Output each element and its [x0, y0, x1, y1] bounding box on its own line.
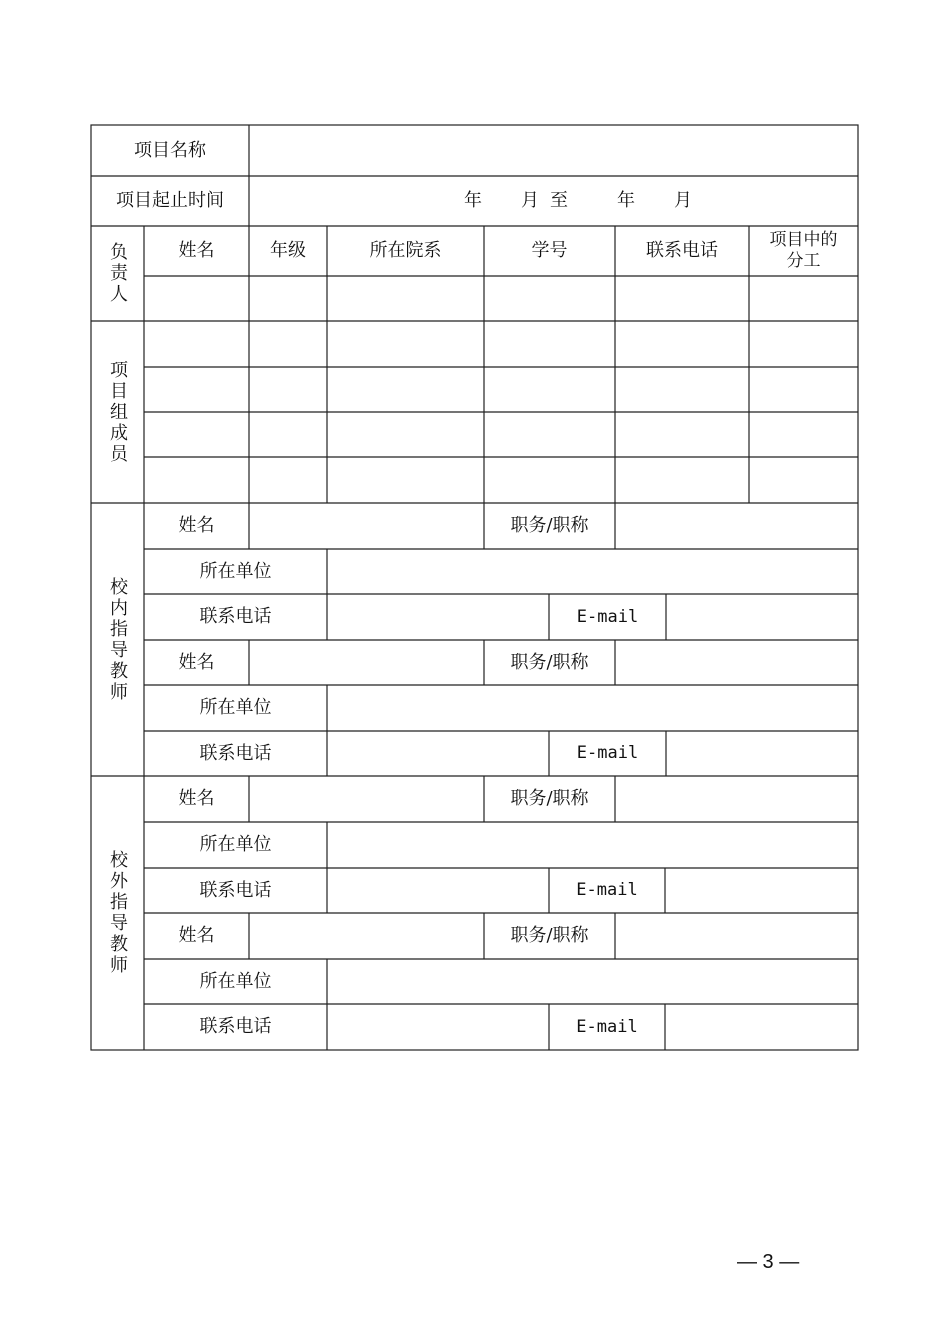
advisor-in1-title-label: 职务/职称 [510, 515, 589, 537]
advisor-out2-title-label: 职务/职称 [510, 925, 589, 947]
column-header-student-id: 学号 [531, 240, 568, 262]
advisor-internal-label-text: 校内指导教师 [107, 576, 128, 703]
leader-label [91, 226, 144, 321]
period-year-end: 年 [617, 190, 635, 212]
advisor-out1-email-label: E-mail [576, 880, 638, 901]
column-header-department: 所在院系 [369, 240, 442, 262]
advisor-in1-name-label: 姓名 [178, 515, 215, 537]
advisor-internal-label [91, 503, 144, 776]
advisor-in1-email-label: E-mail [576, 606, 639, 627]
advisor-in2-email-label: E-mail [576, 743, 639, 764]
project-period-label: 项目起止时间 [116, 190, 224, 212]
column-header-role [749, 226, 858, 276]
advisor-out1-name-label: 姓名 [178, 788, 215, 810]
advisor-in2-title-label: 职务/职称 [510, 651, 589, 673]
advisor-out2-email-label: E-mail [576, 1016, 638, 1037]
column-header-grade: 年级 [270, 240, 306, 262]
project-name-input[interactable] [250, 126, 857, 175]
advisor-in2-unit-label: 所在单位 [199, 697, 272, 719]
advisor-external-label-text: 校外指导教师 [107, 850, 128, 976]
advisor-in1-phone-label: 联系电话 [199, 606, 272, 628]
advisor-out1-title-label: 职务/职称 [510, 788, 589, 810]
members-label-text: 项目组成员 [107, 359, 128, 465]
column-header-phone: 联系电话 [646, 240, 718, 262]
project-name-label: 项目名称 [134, 139, 206, 161]
advisor-out2-unit-label: 所在单位 [199, 970, 272, 992]
period-to: 至 [550, 190, 568, 212]
advisor-out1-unit-label: 所在单位 [199, 834, 272, 856]
advisor-in1-unit-label: 所在单位 [199, 560, 272, 582]
period-month-end: 月 [674, 190, 692, 212]
leader-label-text: 负责人 [107, 242, 128, 305]
advisor-in2-name-label: 姓名 [178, 651, 215, 673]
advisor-external-label [91, 776, 144, 1050]
advisor-in2-phone-label: 联系电话 [199, 742, 272, 764]
advisor-out1-phone-label: 联系电话 [199, 879, 272, 901]
page-number: — 3 — [737, 1251, 800, 1273]
members-label [91, 321, 144, 503]
column-header-role-line2: 分工 [786, 251, 821, 271]
period-month-start: 月 [521, 190, 539, 212]
column-header-role-line1: 项目中的 [769, 230, 838, 250]
advisor-out2-phone-label: 联系电话 [199, 1016, 272, 1038]
period-year-start: 年 [464, 190, 482, 212]
column-header-name: 姓名 [178, 240, 215, 262]
advisor-out2-name-label: 姓名 [178, 925, 215, 947]
